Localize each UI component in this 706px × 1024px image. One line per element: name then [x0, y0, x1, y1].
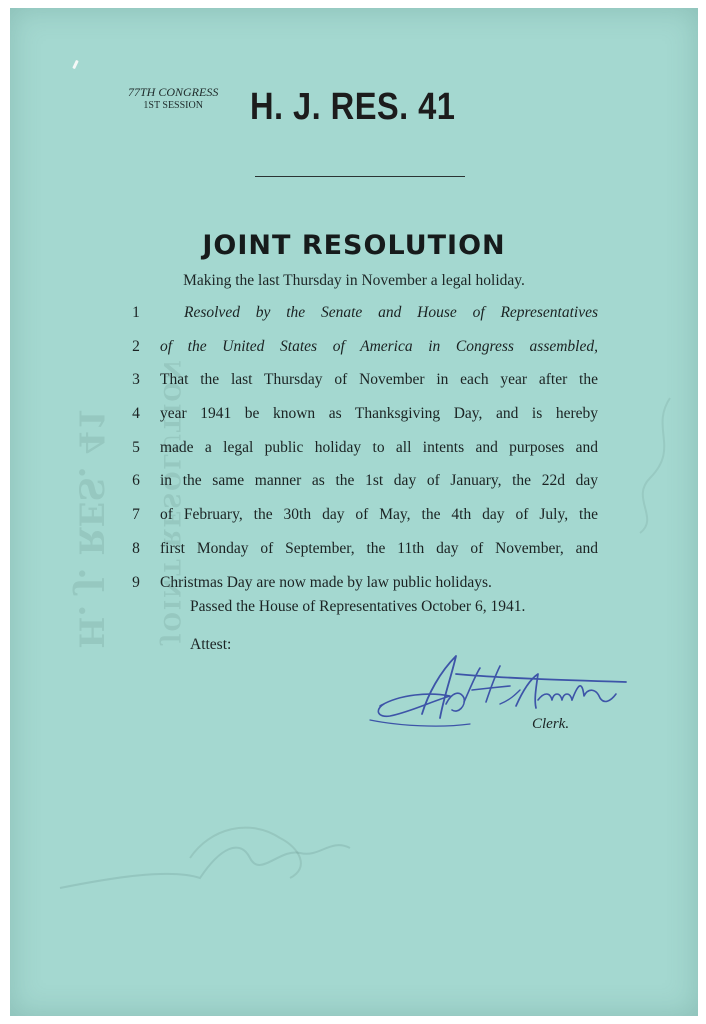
line-text: first Monday of September, the 11th day of November, and	[160, 539, 598, 557]
line-number: 8	[132, 539, 140, 557]
line-text: of the United States of America in Congress assembled,	[160, 337, 598, 355]
line-number: 5	[132, 438, 140, 456]
resolution-line	[128, 472, 598, 506]
resolution-line	[128, 338, 598, 372]
line-number: 7	[132, 506, 140, 524]
line-text: Resolved by the Senate and House of Representatives	[184, 304, 598, 321]
line-text: Christmas Day are now made by law public holidays.	[160, 573, 492, 591]
line-number: 1	[132, 304, 140, 321]
resolution-line	[128, 371, 598, 405]
line-number: 9	[132, 573, 140, 591]
line-text: made a legal public holiday to all intents and purposes and	[160, 438, 598, 456]
line-number: 2	[132, 337, 140, 355]
bleed-through-mark	[610, 388, 690, 538]
resolution-text	[128, 304, 598, 607]
line-number: 3	[132, 371, 140, 389]
paper-speck	[72, 60, 79, 69]
congress-label: 77TH CONGRESS	[128, 85, 219, 99]
attest-label: Attest:	[190, 636, 232, 653]
bleed-through-signature	[50, 808, 380, 908]
clerk-label: Clerk.	[532, 716, 570, 732]
bleed-through-title: JOINT RESOLUTION	[157, 358, 184, 644]
passed-statement: Passed the House of Representatives October 6, 1941.	[190, 598, 526, 615]
divider-rule	[255, 176, 465, 177]
congress-session-label	[128, 86, 218, 112]
clerk-signature	[360, 644, 630, 734]
line-number: 6	[132, 472, 140, 490]
resolution-line	[128, 506, 598, 540]
line-text: in the same manner as the 1st day of January, the 22d day	[160, 472, 598, 490]
line-text: That the last Thursday of November in each year after the	[160, 371, 598, 389]
session-label: 1ST SESSION	[143, 100, 203, 111]
resolution-line	[128, 304, 598, 338]
document-page	[10, 8, 698, 1016]
line-number: 4	[132, 405, 140, 423]
resolution-line	[128, 439, 598, 473]
document-subtitle: Making the last Thursday in November a legal holiday.	[183, 272, 525, 289]
line-text: of February, the 30th day of May, the 4th day of July, the	[160, 506, 598, 524]
line-text: year 1941 be known as Thanksgiving Day, and is hereby	[160, 405, 598, 423]
document-title: JOINT RESOLUTION	[202, 230, 506, 261]
bill-number: H. J. RES. 41	[250, 86, 456, 128]
resolution-line	[128, 405, 598, 439]
resolution-line	[128, 540, 598, 574]
bleed-through-bill-number: H. J. RES. 41	[70, 407, 111, 649]
